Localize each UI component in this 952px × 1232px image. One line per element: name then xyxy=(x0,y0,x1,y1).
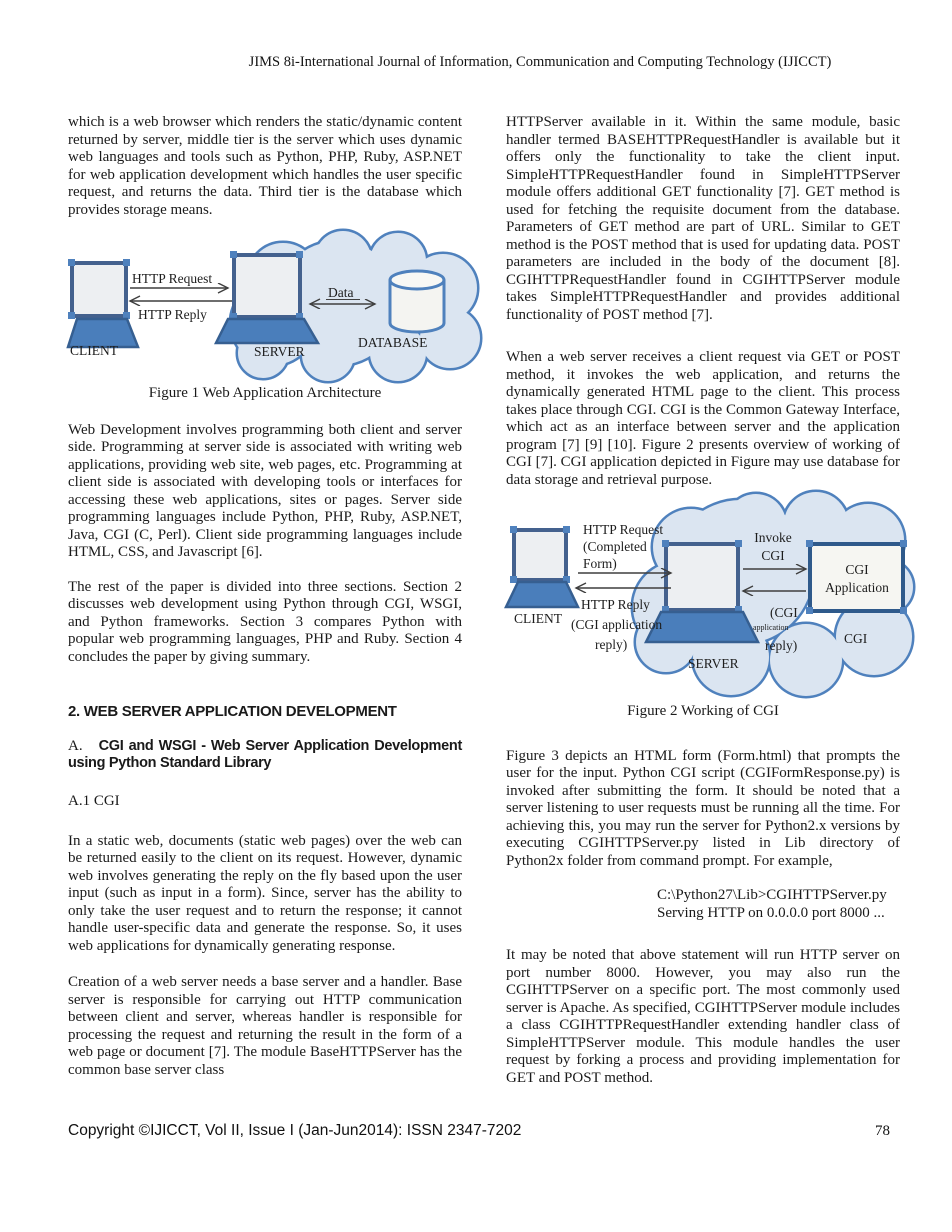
figure2-http-reply-line3: reply) xyxy=(595,637,628,652)
journal-header: JIMS 8i-International Journal of Information, Communication and Computing Technology (IJICCT) xyxy=(248,54,832,70)
code-block xyxy=(657,887,900,922)
client-laptop-icon xyxy=(506,526,578,607)
figure2-http-reply-line2: (CGI application xyxy=(571,617,663,632)
figure1-server-label: SERVER xyxy=(254,344,305,359)
right-paragraph-2: When a web server receives a client request via GET or POST method, it invokes the web application, and returns the dynamically generated HTML page to the client. This process takes place through CGI. CGI is the Common Gateway Interface, which act as an interface between server and the application program [7] [9] [10]. Figure 2 presents overview of working of CGI [7]. CGI application depicted in Figure may use database for data storage and retrieval purpose. xyxy=(506,349,900,488)
figure-1-diagram xyxy=(68,233,483,383)
figure2-cgi-label: CGI xyxy=(844,631,868,646)
left-column xyxy=(68,114,462,1087)
left-paragraph-4: In a static web, documents (static web pages) over the web can be returned easily to the client on its request. However, dynamic web involves generating the reply on the fly based upon the user input (such as input in a form). Since, server has the ability to only take the user request and to return the response; it cannot handle user-specific data and generate the response. So, it uses web applications for dynamically generating response. xyxy=(68,832,462,954)
figure2-http-request-line1: HTTP Request xyxy=(583,522,664,537)
database-cylinder-icon xyxy=(390,271,444,332)
code-line-1: C:\Python27\Lib>CGIHTTPServer.py xyxy=(657,887,887,903)
figure-2-caption: Figure 2 Working of CGI xyxy=(627,703,779,719)
right-paragraph-4: It may be noted that above statement will run HTTP server on port number 8000. However, you may also run the CGIHTTPServer on a specific port. The most commonly used server is Apache. As specified, CGIHTTPServer module includes a class CGIHTTPRequestHandler extending handler class of SimpleHTTPServer module. This module handles the user request by forking a process and providing implementation for GET and POST method. xyxy=(506,947,900,1086)
figure1-database-label: DATABASE xyxy=(358,335,428,350)
two-column-body xyxy=(68,114,900,1087)
figure1-data-label: Data xyxy=(328,285,354,300)
cgi-application-box xyxy=(806,540,907,614)
figure2-http-request-line3: Form) xyxy=(583,556,617,571)
right-paragraph-3: Figure 3 depicts an HTML form (Form.html) that prompts the user for the input. Python CGI script (CGIFormResponse.py) is invoked after submitting the form. It should be noted that a server listening to user requests must be running all the time. For achieving this, you may run the server for Python2.x versions by executing CGIHTTPServer.py listed in Lib directory of Python2x folder from command prompt. For example, xyxy=(506,747,900,869)
figure2-server-label: SERVER xyxy=(688,656,739,671)
figure2-client-label: CLIENT xyxy=(514,611,562,626)
invoke-label-line1: Invoke xyxy=(754,530,792,545)
left-paragraph-1: which is a web browser which renders the static/dynamic content returned by server, middle tier is the server which uses dynamic web languages and tools such as Python, PHP, Ruby, ASP.NET for web application development which handles the user specific request, and returns the data. Third tier is the database which provides storage means. xyxy=(68,114,462,218)
figure-2 xyxy=(506,492,900,721)
figure1-client-label: CLIENT xyxy=(70,343,118,358)
subsection-label: A. xyxy=(68,737,83,754)
left-paragraph-5: Creation of a web server needs a base server and a handler. Base server is responsible for carrying out HTTP communication between client and server, whereas handler is responsible for processing the request and returning the result in the form of a web page or document [7]. The module BaseHTTPServer has the common base server class xyxy=(68,974,462,1078)
right-paragraph-1: HTTPServer available in it. Within the same module, basic handler termed BASEHTTPRequestHandler is available but it offers only the functionality to take the client input. SimpleHTTPRequestHandler found in SimpleHTTPServer module offers additional GET functionality [7]. GET method is used for fetching the requisite document from the database. Parameters of GET method are part of URL. Similar to GET method is the POST method that is used for updating data. POST parameters are included in the body of the document [8]. CGIHTTPRequestHandler found in CGIHTTPServer module takes SimpleHTTPRequestHandler and provides additional functionality of POST method [7]. xyxy=(506,114,900,323)
cgi-reply-label-line2: application xyxy=(753,623,789,632)
cgi-reply-label-line3: reply) xyxy=(765,638,798,653)
subsection-title: CGI and WSGI - Web Server Application Development using Python Standard Library xyxy=(68,737,462,771)
code-line-2: Serving HTTP on 0.0.0.0 port 8000 ... xyxy=(657,904,885,921)
section-heading: 2. WEB SERVER APPLICATION DEVELOPMENT xyxy=(68,703,397,720)
left-paragraph-2: Web Development involves programming both client and server side. Programming at server side is associated with writing web applications, providing web site, web pages, etc. Programming at client side is associated with developing tools or interfaces for accessing these web applications, sites or pages. Server side programming languages include Python, PHP, Ruby, ASP.NET, Java, CGI (C, Perl). Client side programming languages include HTML, CSS, and Javascript [6]. xyxy=(68,421,462,560)
copyright-text: Copyright ©IJICCT, Vol II, Issue I (Jan-Jun2014): ISSN 2347-7202 xyxy=(68,1122,522,1139)
figure2-http-reply-line1: HTTP Reply xyxy=(581,597,650,612)
client-laptop-icon xyxy=(68,259,138,347)
page-number: 78 xyxy=(875,1123,890,1139)
page-footer xyxy=(68,1122,890,1140)
invoke-label-line2: CGI xyxy=(761,548,785,563)
left-paragraph-3: The rest of the paper is divided into three sections. Section 2 discusses web development using Python through CGI, WSGI, and Python frameworks. Section 3 compares Python with popular web programming languages, PHP and Ruby. Section 4 concludes the paper by giving summary. xyxy=(68,578,462,665)
right-column xyxy=(506,114,900,1087)
figure1-http-request-label: HTTP Request xyxy=(132,271,213,286)
figure-1-caption: Figure 1 Web Application Architecture xyxy=(148,385,382,401)
figure1-http-reply-label: HTTP Reply xyxy=(138,307,207,322)
figure-1 xyxy=(68,233,462,403)
subsection-heading xyxy=(68,738,462,773)
figure2-http-request-line2: (Completed xyxy=(583,539,647,554)
subsubsection-heading: A.1 CGI xyxy=(68,793,120,809)
cgi-reply-label-line1: (CGI xyxy=(770,605,798,620)
cgi-app-label-line2: Application xyxy=(825,580,889,595)
cgi-app-label-line1: CGI xyxy=(845,562,869,577)
figure-2-diagram xyxy=(506,492,913,697)
